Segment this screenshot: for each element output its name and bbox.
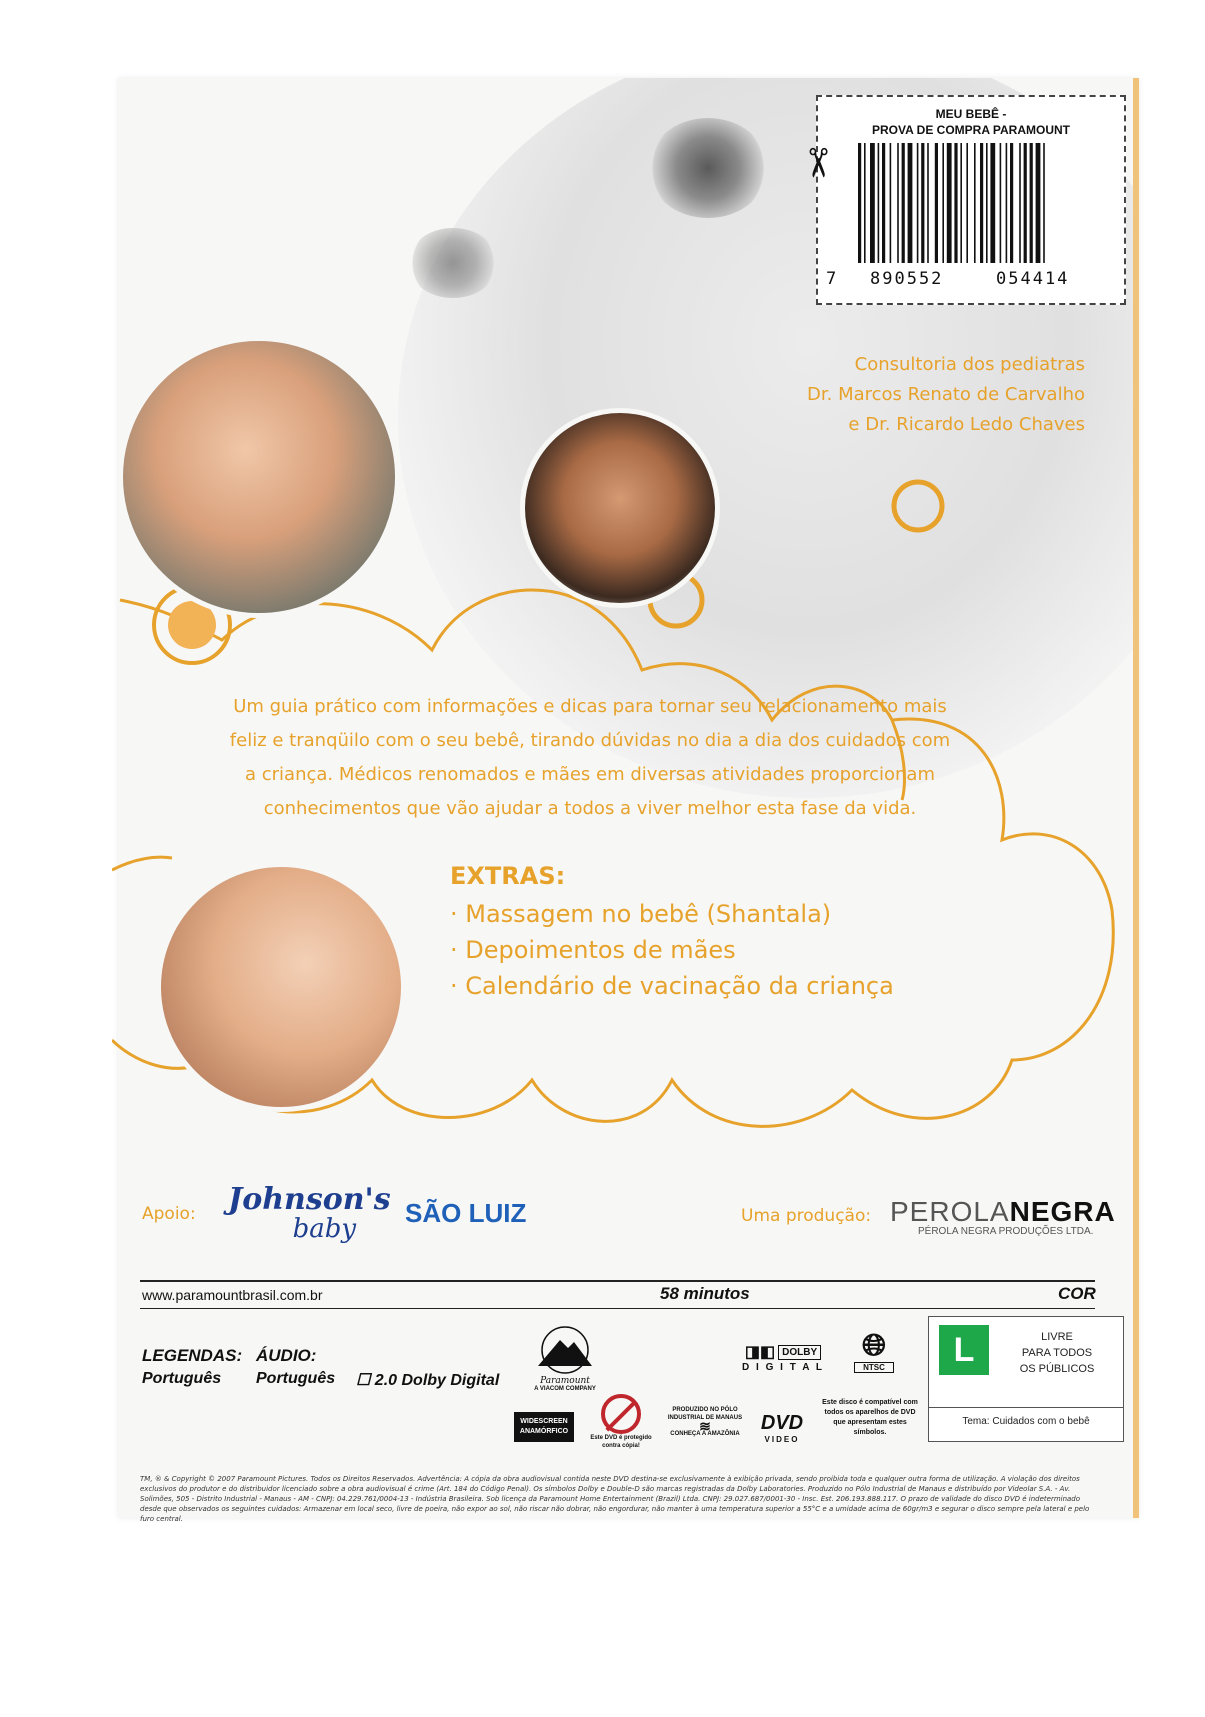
baby-photo-2 <box>520 408 720 608</box>
compatibility-note: Este disco é compatível com todos os aparelhos de DVD que apresentam estes símbolos. <box>822 1399 918 1436</box>
dvd-video-logo: DVD VIDEO <box>752 1412 812 1444</box>
color-format: COR <box>1058 1284 1096 1303</box>
description-line4: conhecimentos que vão ajudar a todos a viver melhor esta fase da vida. <box>263 798 917 819</box>
paramount-logo: Paramount A VIACOM COMPANY <box>530 1326 600 1392</box>
rating-text: LIVRE PARA TODOS OS PÚBLICOS <box>1019 1331 1095 1375</box>
widescreen-logo: WIDESCREEN ANAMÓRFICO <box>514 1412 574 1442</box>
audio-label: ÁUDIO: <box>256 1346 317 1365</box>
audio-value: Português <box>256 1370 336 1387</box>
age-rating-box <box>928 1316 1124 1442</box>
sao-luiz-logo: SÃO LUIZ <box>405 1198 527 1228</box>
double-d-icon: ◨◧ <box>744 1344 776 1361</box>
legal-text: TM, ® & Copyright © 2007 Paramount Pictures. Todos os Direitos Reservados. Advertência: A cópia da obra audiovisual contida neste DVD destina-se exclusivamente à exibição privada, sendo proibida toda e qualquer outra forma de utilização. A violação dos direitos exclusivos do produtor e do distribuidor licenciado sobre a obra audiovisual é crime (Art. 184 do Código Penal). Os símbolos Dolby e Double-D são marcas registradas da Dolby Laboratories. Produzido no Pólo Industrial de Manaus e distribuído por Videolar S.A. - Av. Solimões, 505 - Distrito Industrial - Manaus - AM - CNPJ: 04.229.761/0004-13 - Indústria Brasileira. Sob licença da Paramount Home Entertainment (Brazil) Ltda. CNPJ: 29.027.687/0001-30 - Insc. Est. 206.193.888.117. O prazo de validade do disco DVD é indeterminado desde que observados os seguintes cuidados: Armazenar em local seco, livre de poeira, não expor ao sol, não riscar não dobrar, não engordurar, não manter à uma temperatura superior a 55°C e a umidade acima de 60gr/m3 e segurar o disco sempre pela lateral e pelo furo central. <box>140 1475 1090 1523</box>
extras-item: · Depoimentos de mães <box>450 936 736 964</box>
consultancy-line3: e Dr. Ricardo Ledo Chaves <box>848 414 1085 435</box>
background-eye-right <box>408 228 498 298</box>
johnsons-baby-logo: Johnson's baby <box>228 1182 391 1244</box>
ntsc-logo: 🌐︎ NTSC <box>854 1330 894 1373</box>
runtime: 58 minutos <box>660 1284 750 1303</box>
extras-heading: EXTRAS: <box>450 862 566 890</box>
extras-item: · Massagem no bebê (Shantala) <box>450 900 832 928</box>
rating-theme: Tema: Cuidados com o bebê <box>929 1407 1123 1427</box>
no-copy-icon <box>601 1394 641 1434</box>
stereo-icon: ☐ <box>356 1372 375 1389</box>
apoio-label: Apoio: <box>142 1204 196 1224</box>
barcode-digit-first: 7 <box>826 269 839 289</box>
website-url: www.paramountbrasil.com.br <box>142 1287 323 1303</box>
divider-top <box>140 1280 1095 1282</box>
barcode-title-line2: PROVA DE COMPRA PARAMOUNT <box>872 123 1070 137</box>
consultancy-credits <box>807 350 1085 440</box>
baby-photo-1 <box>118 336 400 618</box>
manaus-logo: PRODUZIDO NO PÓLO INDUSTRIAL DE MANAUS ≋ CONHEÇA A AMAZÔNIA <box>667 1407 743 1437</box>
description <box>160 690 1020 826</box>
paramount-mountain-icon <box>530 1326 600 1374</box>
baby-photo-3 <box>156 862 406 1112</box>
subtitles-label: LEGENDAS: <box>142 1346 243 1365</box>
consultancy-line2: Dr. Marcos Renato de Carvalho <box>807 384 1085 405</box>
subtitles-value: Português <box>142 1370 222 1387</box>
bubble-ring-right <box>894 482 942 530</box>
barcode-digits-right: 054414 <box>996 269 1070 289</box>
barcode-title-line1: MEU BEBÊ - <box>935 107 1007 121</box>
consultancy-line1: Consultoria dos pediatras <box>854 354 1085 375</box>
description-line2: feliz e tranqüilo com o seu bebê, tirando dúvidas no dia a dia dos cuidados com <box>229 730 951 751</box>
description-line1: Um guia prático com informações e dicas para tornar seu relacionamento mais <box>233 696 947 717</box>
description-line3: a criança. Médicos renomados e mães em diversas atividades proporcionam <box>245 764 935 785</box>
scissors-icon: ✂ <box>793 146 840 180</box>
audio-format: ☐ 2.0 Dolby Digital <box>356 1372 500 1389</box>
extras-item: · Calendário de vacinação da criança <box>450 972 894 1000</box>
rating-badge: L <box>939 1325 989 1375</box>
perola-negra-logo: PEROLANEGRA <box>890 1196 1116 1227</box>
dvd-icon: DVD <box>760 1412 804 1434</box>
divider-bottom <box>140 1308 1095 1309</box>
producao-label: Uma produção: <box>741 1206 872 1226</box>
copy-protected-logo: Este DVD é protegido contra cópia! <box>590 1394 652 1450</box>
barcode-coupon <box>816 95 1126 305</box>
globe-icon: 🌐︎ <box>862 1329 886 1362</box>
extras-list <box>450 896 894 1004</box>
dolby-digital-logo: ◨◧ DOLBY D I G I T A L <box>742 1344 824 1373</box>
barcode-digits-left: 890552 <box>870 269 944 289</box>
background-eye-left <box>648 118 768 218</box>
barcode-bars <box>858 143 1120 279</box>
manaus-wave-icon: ≋ <box>699 1418 711 1434</box>
perola-negra-subtitle: PÉROLA NEGRA PRODUÇÕES LTDA. <box>918 1226 1094 1237</box>
